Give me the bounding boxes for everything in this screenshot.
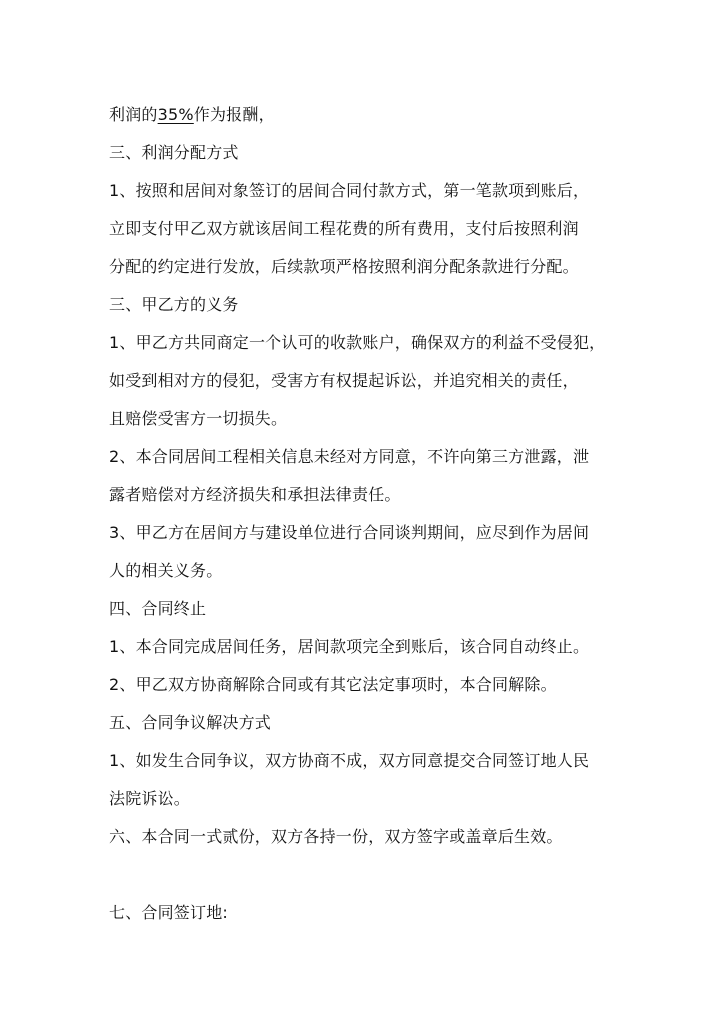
paragraph-line: 1、本合同完成居间任务，居间款项完全到账后，该合同自动终止。 — [109, 637, 590, 656]
paragraph-line — [109, 105, 275, 125]
paragraph-line: 1、如发生合同争议，双方协商不成，双方同意提交合同签订地人民 — [109, 751, 590, 770]
section-heading: 三、甲乙方的义务 — [109, 295, 239, 314]
paragraph-line: 立即支付甲乙双方就该居间工程花费的所有费用，支付后按照利润 — [109, 219, 579, 238]
section-heading: 三、利润分配方式 — [109, 143, 239, 162]
paragraph-line: 分配的约定进行发放，后续款项严格按照利润分配条款进行分配。 — [109, 257, 579, 276]
text-run: 利润的 — [109, 105, 158, 124]
paragraph-line: 1、按照和居间对象签订的居间合同付款方式，第一笔款项到账后， — [109, 181, 590, 200]
paragraph-line: 人的相关义务。 — [109, 561, 223, 580]
paragraph-line: 1、甲乙方共同商定一个认可的收款账户，确保双方的利益不受侵犯， — [109, 333, 606, 352]
paragraph-line: 露者赔偿对方经济损失和承担法律责任。 — [109, 485, 401, 504]
paragraph-line: 3、甲乙方在居间方与建设单位进行合同谈判期间，应尽到作为居间 — [109, 523, 590, 542]
underlined-percentage: 35% — [157, 105, 194, 124]
section-heading: 七、合同签订地: — [109, 903, 228, 922]
paragraph-line: 如受到相对方的侵犯，受害方有权提起诉讼，并追究相关的责任， — [109, 371, 579, 390]
paragraph-line: 2、本合同居间工程相关信息未经对方同意，不许向第三方泄露，泄 — [109, 447, 590, 466]
section-heading: 六、本合同一式贰份，双方各持一份，双方签字或盖章后生效。 — [109, 827, 563, 846]
section-heading: 四、合同终止 — [109, 599, 207, 618]
text-run: 作为报酬， — [193, 105, 275, 124]
section-heading: 五、合同争议解决方式 — [109, 713, 272, 732]
paragraph-line: 2、甲乙双方协商解除合同或有其它法定事项时，本合同解除。 — [109, 675, 557, 694]
paragraph-line: 且赔偿受害方一切损失。 — [109, 409, 288, 428]
paragraph-line: 法院诉讼。 — [109, 789, 191, 808]
